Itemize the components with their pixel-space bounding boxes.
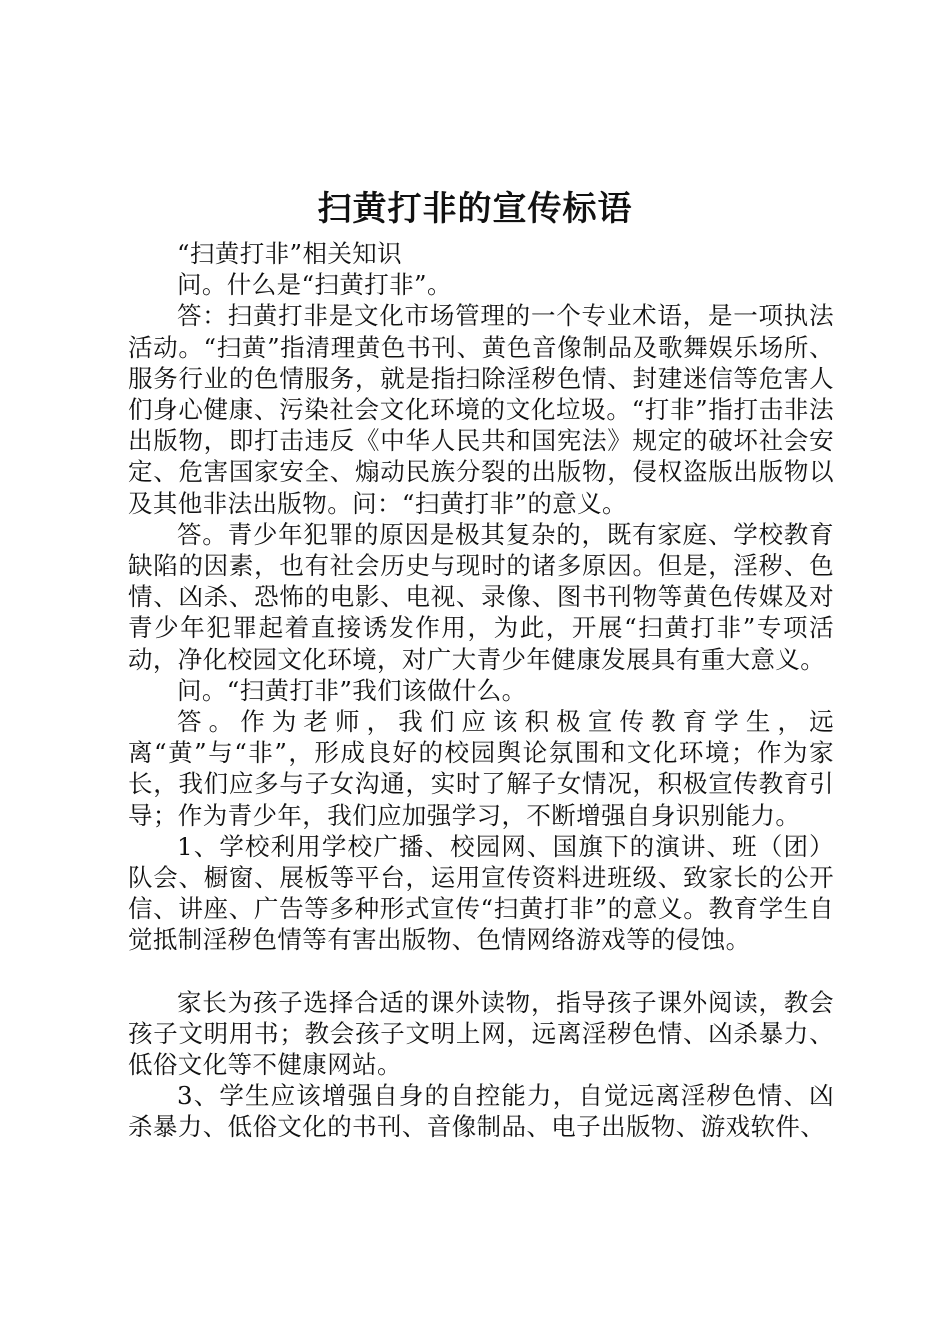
document-title: 扫黄打非的宣传标语 bbox=[317, 189, 633, 229]
paragraph-item-2: 家长为孩子选择合适的课外读物，指导孩子课外阅读，教会孩子文明用书；教会孩子文明上网，远离淫秽色情、凶杀暴力、低俗文化等不健康网站。 bbox=[128, 987, 834, 1080]
paragraph-answer-2: 答。青少年犯罪的原因是极其复杂的，既有家庭、学校教育缺陷的因素，也有社会历史与现时的诸多原因。但是，淫秽、色情、凶杀、恐怖的电影、电视、录像、图书刊物等黄色传媒及对青少年犯罪起着直接诱发作用，为此，开展“扫黄打非”专项活动，净化校园文化环境，对广大青少年健康发展具有重大意义。 bbox=[128, 519, 834, 674]
paragraph-heading: “扫黄打非”相关知识 bbox=[177, 239, 403, 268]
paragraph-item-1: 1、学校利用学校广播、校园网、国旗下的演讲、班（团）队会、橱窗、展板等平台，运用宣传资料进班级、致家长的公开信、讲座、广告等多种形式宣传“扫黄打非”的意义。教育学生自觉抵制淫秽色情等有害出版物、色情网络游戏等的侵蚀。 bbox=[128, 831, 834, 955]
paragraph-answer-3: 答。作为老师，我们应该积极宣传教育学生，远离“黄”与“非”，形成良好的校园舆论氛围和文化环境；作为家长，我们应多与子女沟通，实时了解子女情况，积极宣传教育引导；作为青少年，我们应加强学习，不断增强自身识别能力。 bbox=[128, 707, 834, 830]
paragraph-question-1: 问。什么是“扫黄打非”。 bbox=[177, 270, 452, 300]
paragraph-question-3: 问。“扫黄打非”我们该做什么。 bbox=[177, 675, 527, 705]
paragraph-answer-1: 答：扫黄打非是文化市场管理的一个专业术语，是一项执法活动。“扫黄”指清理黄色书刊、黄色音像制品及歌舞娱乐场所、服务行业的色情服务，就是指扫除淫秽色情、封建迷信等危害人们身心健康、污染社会文化环境的文化垃圾。“打非”指打击非法出版物，即打击违反《中华人民共和国宪法》规定的破坏社会安定、危害国家安全、煽动民族分裂的出版物，侵权盗版出版物以及其他非法出版物。问：“扫黄打非”的意义。 bbox=[128, 301, 834, 518]
document-body bbox=[128, 238, 834, 1143]
paragraph-item-3: 3、学生应该增强自身的自控能力，自觉远离淫秽色情、凶杀暴力、低俗文化的书刊、音像制品、电子出版物、游戏软件、 bbox=[128, 1081, 834, 1142]
